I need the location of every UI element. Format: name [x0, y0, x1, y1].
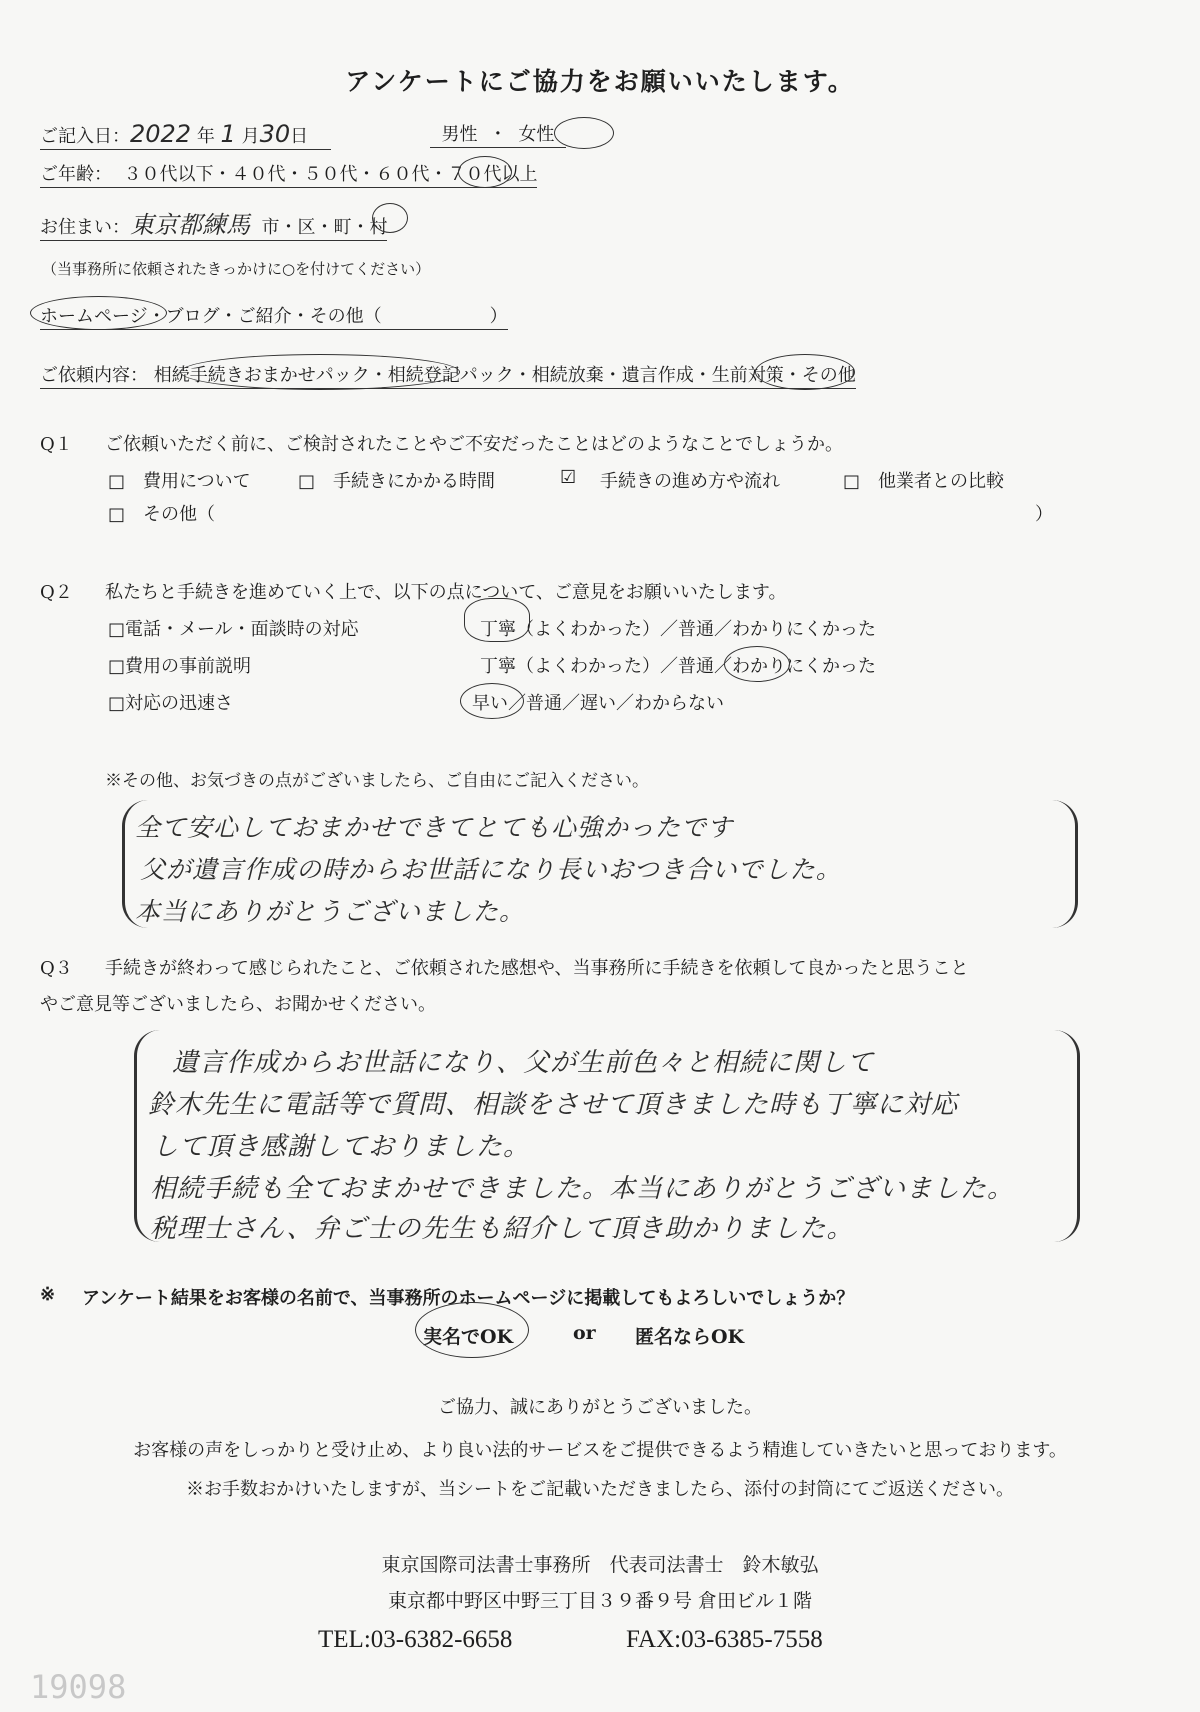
closing-thanks: ご協力、誠にありがとうございました。 [438, 1397, 762, 1418]
day-char: 日 [290, 126, 309, 147]
publish-option-real-name: 実名でOK [423, 1326, 514, 1348]
q3-answer-line-5: 税理士さん、弁ご士の先生も紹介して頂き助かりました。 [150, 1214, 854, 1244]
date-day: 30 [259, 120, 291, 148]
date-year: 2022 [130, 120, 192, 148]
q2-row3-selection-circle [460, 683, 524, 719]
date-label: ご記入日： [40, 126, 130, 147]
publish-selection-circle [415, 1302, 529, 1358]
office-name: 東京国際司法書士事務所 代表司法書士 鈴木敏弘 [381, 1554, 819, 1576]
q3-text-1: 手続きが終わって感じられたこと、ご依頼された感想や、当事務所に手続きを依頼して良かったと思うこと [105, 958, 969, 979]
entry-date-field [40, 120, 331, 150]
q2-row1-options: 丁寧（よくわかった）／普通／わかりにくかった [480, 619, 876, 640]
closing-message: お客様の声をしっかりと受け止め、より良い法的サービスをご提供できるよう精進していきたいと思っております。 [133, 1440, 1067, 1461]
q1-option-other: □ その他（ [108, 504, 216, 525]
q1-option-compare: □ 他業者との比較 [843, 471, 1005, 492]
publish-mark: ※ [40, 1284, 56, 1305]
q1-option-time: □ 手続きにかかる時間 [298, 471, 496, 492]
date-month: 1 [220, 120, 236, 148]
publish-or: or [573, 1322, 596, 1344]
referral-note: （当事務所に依頼されたきっかけに○を付けてください） [42, 260, 431, 278]
age-options: ３０代以下・４０代・５０代・６０代・７０代以上 [123, 164, 538, 185]
q2-answer-line-3: 本当にありがとうございました。 [135, 897, 526, 926]
entry-date-row [40, 120, 331, 148]
q3-number: Q３ [40, 958, 73, 979]
q3-answer-line-1: 遺言作成からお世話になり、父が生前色々と相続に関して [172, 1048, 875, 1078]
q2-answer-line-2: 父が遺言作成の時からお世話になり長いおつき合いでした。 [140, 855, 842, 884]
gender-selection-circle [554, 117, 614, 149]
request-selection-circle-1 [180, 354, 460, 390]
q2-row1-label: □電話・メール・面談時の対応 [108, 619, 359, 640]
address-value: 東京都練馬 [130, 211, 250, 239]
q2-row1-selection-circle [464, 598, 530, 642]
address-label: お住まい： [40, 217, 130, 238]
q2-number: Q２ [40, 582, 73, 603]
q1-option-process: 手続きの進め方や流れ [600, 471, 780, 492]
request-label: ご依頼内容： [40, 365, 148, 386]
q1-number: Q１ [40, 434, 73, 455]
month-char: 月 [241, 126, 260, 147]
age-selection-circle [458, 156, 512, 188]
gender-row [430, 120, 566, 146]
publish-question: アンケート結果をお客様の名前で、当事務所のホームページに掲載してもよろしいでしょうか？ [82, 1288, 855, 1309]
q3-text-2: やご意見等ございましたら、お聞かせください。 [40, 994, 436, 1015]
office-tel: TEL:03-6382-6658 [318, 1626, 513, 1653]
closing-return-note: ※お手数おかけいたしますが、当シートをご記載いただきましたら、添付の封筒にてご返送ください。 [186, 1479, 1014, 1500]
referral-options: ホームページ・ブログ・ご紹介・その他（ ） [40, 306, 508, 330]
q1-option-other-close: ） [1035, 504, 1053, 525]
q1-option-cost: □ 費用について [108, 471, 251, 492]
address-row [40, 205, 387, 240]
stamp-number: 19098 [30, 1668, 127, 1706]
q1-text: ご依頼いただく前に、ご検討されたことやご不安だったことはどのようなことでしょうか。 [105, 434, 843, 455]
gender-sep: ・ [488, 124, 507, 145]
publish-option-anonymous: 匿名ならOK [635, 1326, 745, 1348]
referral-selection-circle [30, 296, 167, 330]
address-units: 市・区・町・村 [261, 217, 388, 238]
q3-answer-line-3: して頂き感謝しておりました。 [152, 1132, 531, 1162]
office-address: 東京都中野区中野三丁目３９番９号 倉田ビル１階 [387, 1590, 813, 1612]
q3-answer-line-2: 鈴木先生に電話等で質問、相談をさせて頂きました時も丁寧に対応 [148, 1090, 959, 1120]
q2-other-note: ※その他、お気づきの点がございましたら、ご自由にご記入ください。 [105, 771, 649, 791]
q1-option-process-check: ☑ [560, 467, 577, 488]
office-fax: FAX:03-6385-7558 [626, 1626, 823, 1653]
age-label: ご年齢： [40, 164, 112, 185]
q2-row3-label: □対応の迅速さ [108, 693, 234, 714]
ward-selection-circle [372, 203, 408, 233]
year-char: 年 [196, 126, 215, 147]
q3-answer-line-4: 相続手続も全ておまかせできました。本当にありがとうございました。 [150, 1174, 1015, 1204]
gender-female: 女性 [518, 124, 555, 145]
gender-field [430, 124, 566, 148]
q2-text: 私たちと手続きを進めていく上で、以下の点について、ご意見をお願いいたします。 [105, 582, 787, 603]
q2-row2-options: 丁寧（よくわかった）／普通／わかりにくかった [480, 656, 876, 677]
q2-row2-selection-circle [724, 646, 790, 682]
q2-answer-line-1: 全て安心しておまかせできてとても心強かったです [135, 813, 734, 842]
request-options: 相続手続きおまかせパック・相続登記パック・相続放棄・遺言作成・生前対策・その他 [153, 365, 856, 386]
page-title: アンケートにご協力をお願いいたします。 [345, 67, 855, 96]
request-selection-circle-2 [755, 354, 855, 390]
q2-row3-options: 早い／普通／遅い／わからない [472, 693, 724, 714]
q2-row2-label: □費用の事前説明 [108, 656, 252, 677]
gender-male: 男性 [441, 124, 478, 145]
